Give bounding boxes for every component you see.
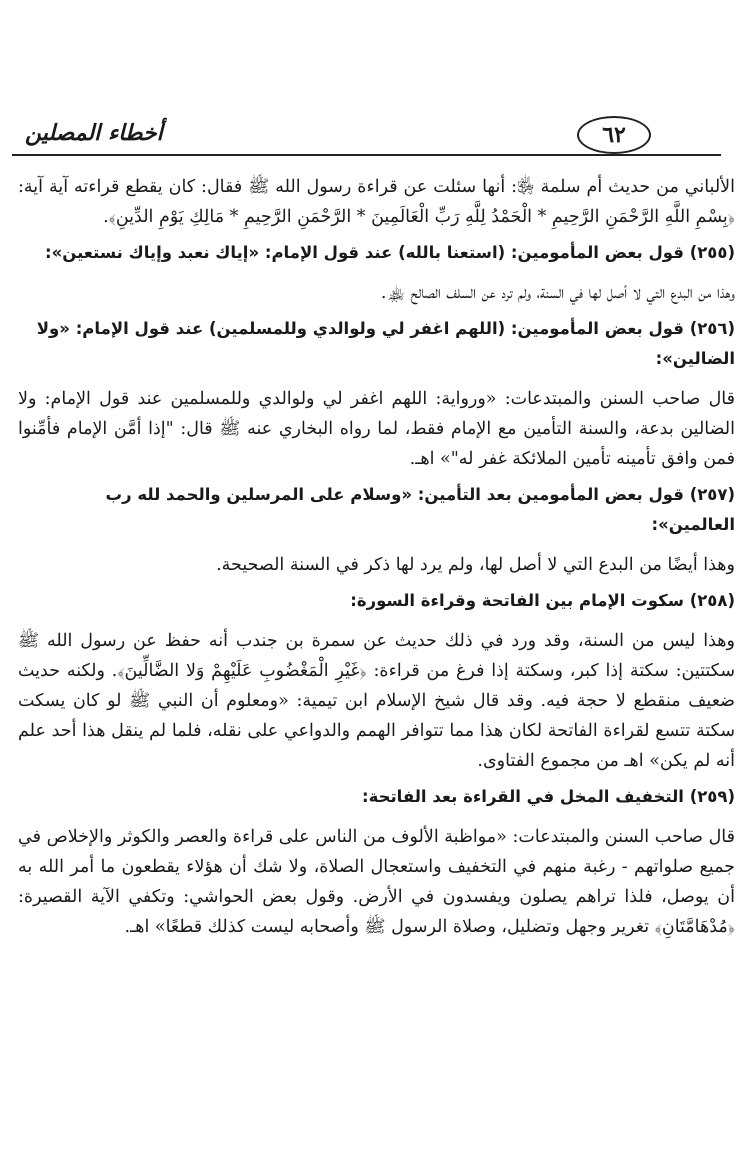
heading-number: (٢٥٧) — [689, 485, 735, 504]
heading-number: (٢٥٥) — [689, 243, 735, 262]
section-heading-258 — [18, 586, 735, 616]
page-content — [18, 172, 735, 948]
header-rule — [12, 154, 721, 156]
paragraph: وهذا من البدع التي لا أصل لها في السنة، ولم ترد عن السلف الصالح ﵏. — [380, 283, 735, 303]
paragraph: قال صاحب السنن والمبتدعات: «مواظبة الألوف من الناس على قراءة والعصر والكوثر والإخلاص في جميع صلواتهم - رغبة منهم في التخفيف واستعجال الصلاة، ولا شك أن هؤلاء يقطعون ما أمر الله به أن يوصل، فلذا تراهم يصلون ويفسدون في الأرض. وقول بعض الحواشي: وتكفي الآية القصيرة: ﴿مُدْهَامَّتَانِ﴾ تغرير وجهل وتضليل، وصلاة الرسول ﷺ وأصحابه ليست كذلك قطعًا» اهـ. — [18, 827, 735, 937]
heading-number: (٢٥٦) — [689, 319, 735, 338]
paragraph: وهذا ليس من السنة، وقد ورد في ذلك حديث عن سمرة بن جندب أنه حفظ عن رسول الله ﷺ سكتتين: سكتة إذا كبر، وسكتة إذا فرغ من قراءة: ﴿غَيْرِ الْمَغْضُوبِ عَلَيْهِمْ وَلا الضَّالِّينَ﴾. ولكنه حديث ضعيف منقطع لا حجة فيه. وقد قال شيخ الإسلام ابن تيمية: «ومعلوم أن النبي ﷺ لو كان يسكت سكتة تتسع لقراءة الفاتحة لكان هذا مما تتوافر الهمم والدواعي على نقله، فلما لم ينقل هذا أحد علم أنه لم يكن» اهـ من مجموع الفتاوى. — [18, 631, 735, 771]
heading-title: قول بعض المأمومين: (اللهم اغفر لي ولوالدي وللمسلمين) عند قول الإمام: «ولا الضالين»: — [36, 319, 735, 368]
heading-title: التخفيف المخل في القراءة بعد الفاتحة: — [361, 787, 684, 806]
section-heading-259 — [18, 782, 735, 812]
heading-title: قول بعض المأمومين: (استعنا بالله) عند قول الإمام: «إياك نعبد وإياك نستعين»: — [44, 243, 684, 262]
heading-number: (٢٥٨) — [689, 591, 735, 610]
heading-title: قول بعض المأمومين بعد التأمين: «وسلام على المرسلين والحمد لله رب العالمين»: — [105, 485, 735, 534]
heading-title: سكوت الإمام بين الفاتحة وقراءة السورة: — [350, 591, 684, 610]
section-heading-255 — [18, 238, 735, 268]
section-heading-256 — [18, 314, 735, 374]
section-heading-257 — [18, 480, 735, 540]
paragraph: وهذا أيضًا من البدع التي لا أصل لها، ولم يرد لها ذكر في السنة الصحيحة. — [216, 555, 735, 575]
heading-number: (٢٥٩) — [689, 787, 735, 806]
paragraph: الألباني من حديث أم سلمة ﵂: أنها سئلت عن قراءة رسول الله ﷺ فقال: كان يقطع قراءته آية آية: ﴿بِسْمِ اللَّهِ الرَّحْمَنِ الرَّحِيمِ * الْحَمْدُ لِلَّهِ رَبِّ الْعَالَمِينَ * الرَّحْمَنِ الرَّحِيمِ * مَالِكِ يَوْمِ الدِّينِ﴾. — [18, 177, 735, 227]
paragraph: قال صاحب السنن والمبتدعات: «ورواية: اللهم اغفر لي ولوالدي وللمسلمين عند قول الإمام: ولا الضالين بدعة، والسنة التأمين مع الإمام فقط، لما رواه البخاري عنه ﷺ قال: "إذا أمَّن الإمام فأمِّنوا فمن وافق تأمينه تأمين الملائكة غفر له"» اهـ. — [18, 389, 735, 469]
page-number: ٦٢ — [577, 116, 651, 154]
running-title: أخطاء المصلين — [25, 120, 163, 146]
page-header — [0, 110, 751, 160]
